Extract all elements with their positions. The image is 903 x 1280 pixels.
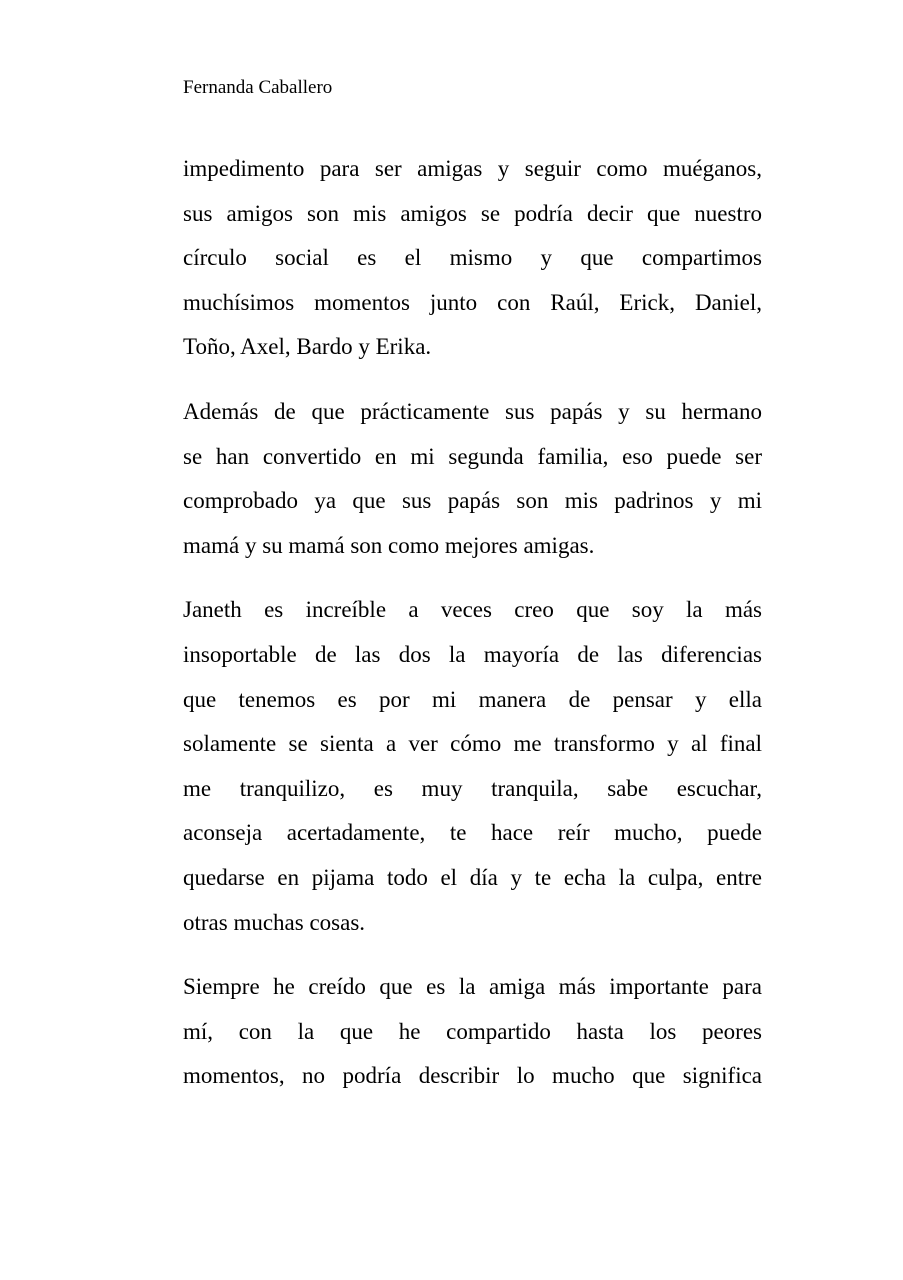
text-line: impedimento para ser amigas y seguir como muéganos,	[183, 156, 762, 181]
text-line: Siempre he creído que es la amiga más importante para	[183, 974, 762, 1000]
paragraph-1	[183, 147, 762, 370]
text-line: comprobado ya que sus papás son mis padrinos y mi	[183, 488, 762, 514]
text-line: Además de que prácticamente sus papás y su hermano	[183, 398, 762, 424]
paragraph-spacing	[183, 370, 762, 390]
page-header-author: Fernanda Caballero	[183, 77, 333, 98]
text-line: Janeth es increíble a veces creo que soy la más	[183, 597, 762, 623]
text-line: sus amigos son mis amigos se podría decir que nuestro	[183, 200, 762, 226]
text-line: quedarse en pijama todo el día y te echa la culpa, entre	[183, 864, 762, 890]
paragraph-spacing	[183, 568, 762, 588]
text-line: aconseja acertadamente, te hace reír mucho, puede	[183, 820, 762, 846]
text-line: me tranquilizo, es muy tranquila, sabe escuchar,	[183, 775, 762, 801]
text-line: se han convertido en mi segunda familia, eso puede ser	[183, 443, 762, 469]
paragraph-3	[183, 588, 762, 945]
paragraph-spacing	[183, 945, 762, 965]
paragraph-2	[183, 390, 762, 568]
paragraph-4	[183, 965, 762, 1099]
text-line: círculo social es el mismo y que compartimos	[183, 245, 762, 271]
text-line: momentos, no podría describir lo mucho que significa	[183, 1063, 762, 1089]
text-line: que tenemos es por mi manera de pensar y ella	[183, 686, 762, 712]
body-text	[183, 147, 762, 1099]
text-line: insoportable de las dos la mayoría de las diferencias	[183, 641, 762, 667]
text-line: solamente se sienta a ver cómo me transformo y al final	[183, 731, 762, 757]
text-line: Toño, Axel, Bardo y Erika.	[183, 334, 432, 360]
text-line: mí, con la que he compartido hasta los peores	[183, 1018, 762, 1044]
text-line: otras muchas cosas.	[183, 909, 366, 935]
text-line: muchísimos momentos junto con Raúl, Erick, Daniel,	[183, 289, 762, 315]
text-line: mamá y su mamá son como mejores amigas.	[183, 532, 595, 558]
